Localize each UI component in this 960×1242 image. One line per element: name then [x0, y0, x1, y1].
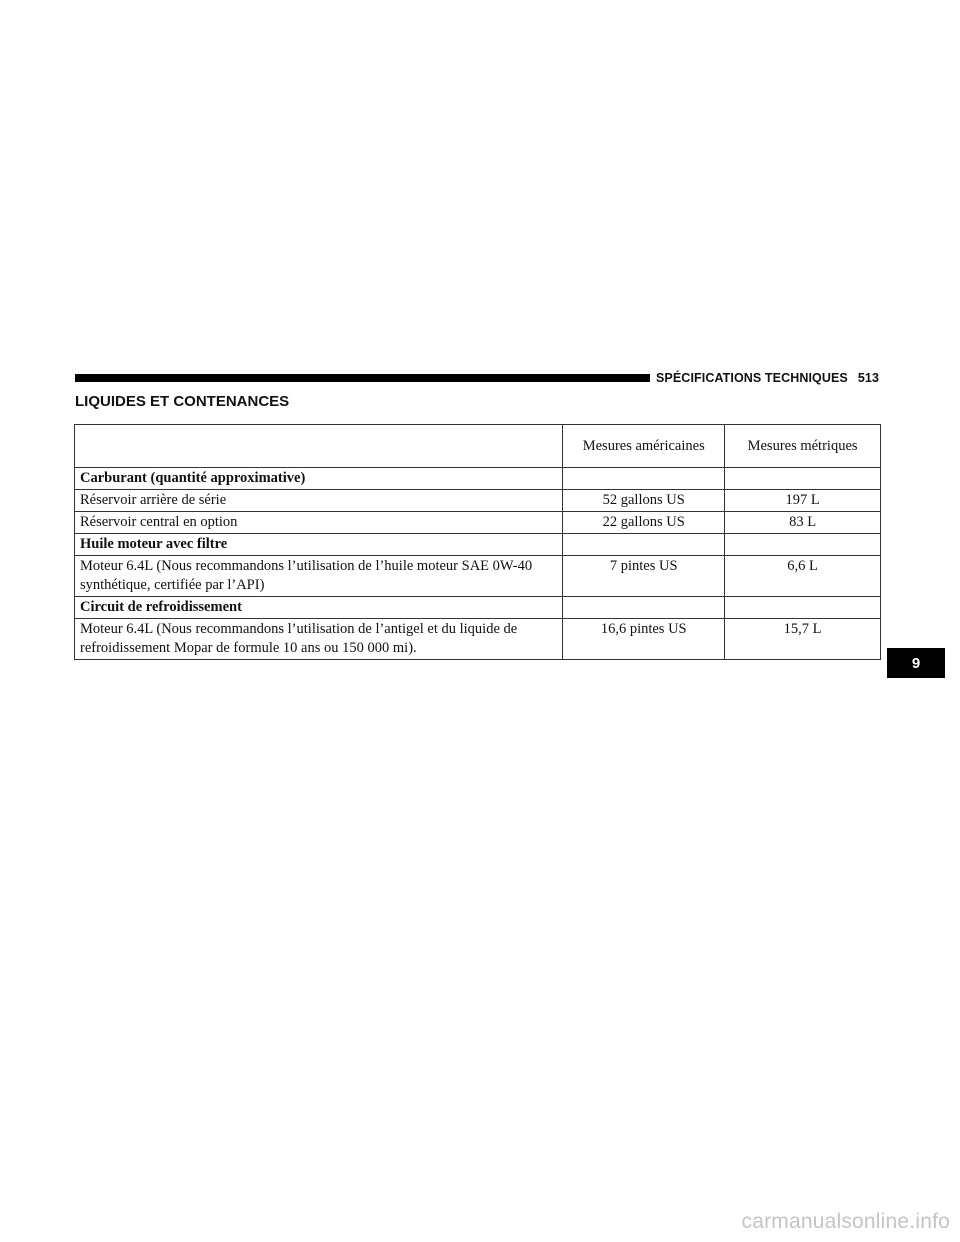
row-metric-value [725, 468, 881, 490]
table-row-category [75, 468, 881, 490]
table-row-category [75, 597, 881, 619]
row-metric-value: 6,6 L [725, 556, 881, 597]
row-label: Moteur 6.4L (Nous recommandons l’utilisation de l’huile moteur SAE 0W-40 synthétique, certifiée par l’API) [75, 556, 563, 597]
row-us-value: 7 pintes US [563, 556, 725, 597]
row-us-value: 22 gallons US [563, 512, 725, 534]
row-us-value [563, 468, 725, 490]
row-us-value: 16,6 pintes US [563, 619, 725, 660]
column-header-us: Mesures américaines [563, 425, 725, 468]
chapter-number: 9 [911, 654, 921, 672]
table-row [75, 619, 881, 660]
row-us-value: 52 gallons US [563, 490, 725, 512]
watermark-logo: carmanualsonline.info [741, 1210, 950, 1233]
row-us-value [563, 534, 725, 556]
table-row [75, 490, 881, 512]
table-row-category [75, 534, 881, 556]
chapter-tab [887, 648, 945, 678]
row-metric-value [725, 534, 881, 556]
row-label: Huile moteur avec filtre [75, 534, 563, 556]
running-header [656, 371, 885, 385]
row-label: Moteur 6.4L (Nous recommandons l’utilisation de l’antigel et du liquide de refroidissement Mopar de formule 10 ans ou 150 000 mi). [75, 619, 563, 660]
section-title: LIQUIDES ET CONTENANCES [75, 393, 290, 410]
header-section-title: SPÉCIFICATIONS TECHNIQUES [656, 371, 848, 385]
row-metric-value [725, 597, 881, 619]
row-metric-value: 83 L [725, 512, 881, 534]
row-label: Réservoir central en option [75, 512, 563, 534]
row-label: Réservoir arrière de série [75, 490, 563, 512]
header-rule [75, 374, 650, 382]
page-number: 513 [857, 371, 880, 385]
table-row [75, 556, 881, 597]
row-metric-value: 15,7 L [725, 619, 881, 660]
row-us-value [563, 597, 725, 619]
table-header-row [75, 425, 881, 468]
column-header-item [75, 425, 563, 468]
row-label: Carburant (quantité approximative) [75, 468, 563, 490]
capacities-table [74, 424, 881, 660]
table-row [75, 512, 881, 534]
row-metric-value: 197 L [725, 490, 881, 512]
row-label: Circuit de refroidissement [75, 597, 563, 619]
column-header-metric: Mesures métriques [725, 425, 881, 468]
